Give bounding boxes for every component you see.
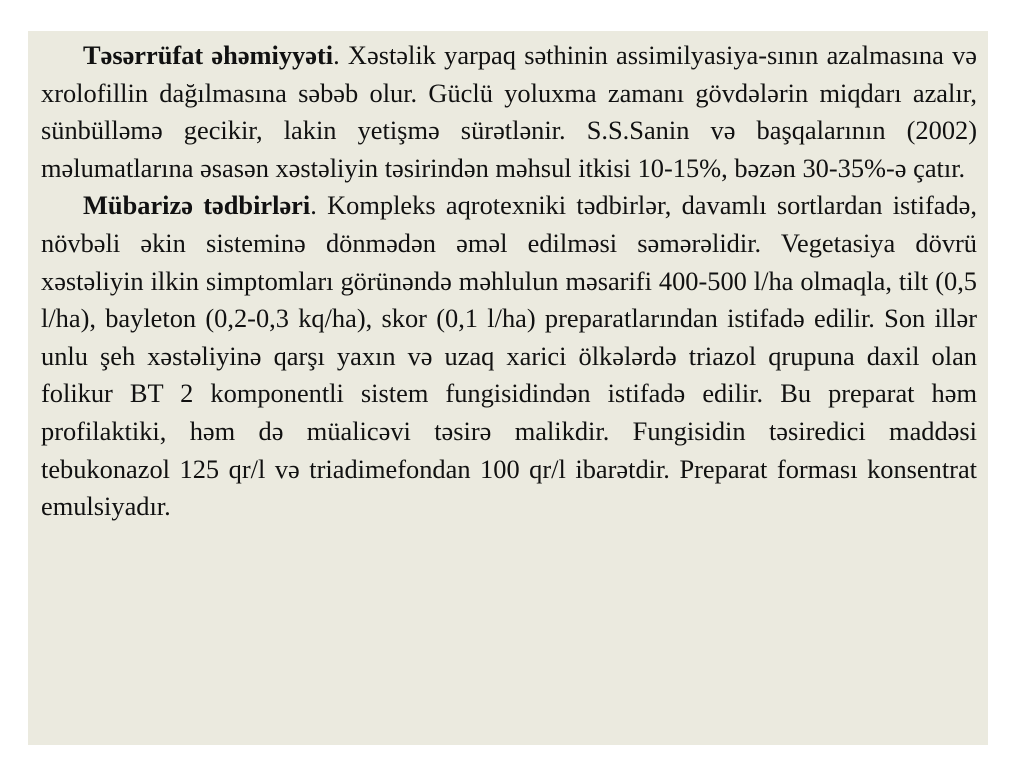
paragraph-body: . Xəstəlik yarpaq səthinin assimilyasiya-sının azalmasına və xrolofillin dağılmasına səbəb olur. Güclü yoluxma zamanı gövdələrin miqdarı azalır, sünbülləmə gecikir, lakin yetişmə sürətlənir. S.S.Sanin və başqalarının (2002) məlumatlarına əsasən xəstəliyin təsirindən məhsul itkisi 10-15%, bəzən 30-35%-ə çatır. [41,40,977,183]
document-page [28,31,988,745]
paragraph-economic-importance [41,37,977,187]
paragraph-control-measures [41,187,977,525]
paragraph-heading: Mübarizə tədbirləri [83,190,311,221]
paragraph-heading: Təsərrüfat əhəmiyyəti [83,40,334,70]
paragraph-body: . Kompleks aqrotexniki tədbirlər, davamlı sortlardan istifadə, növbəli əkin sisteminə dönmədən əməl edilməsi səmərəlidir. Vegetasiya dövrü xəstəliyin ilkin simptomları görünəndə məhlulun məsarifi 400-500 l/ha olmaqla, tilt (0,5 l/ha), bayleton (0,2-0,3 kq/ha), skor (0,1 l/ha) preparatlarından istifadə edilir. Son illər unlu şeh xəstəliyinə qarşı yaxın və uzaq xarici ölkələrdə triazol qrupuna daxil olan folikur BT 2 komponentli sistem fungisidindən istifadə edilir. Bu preparat həm profilaktiki, həm də müalicəvi təsirə malikdir. Fungisidin təsiredici maddəsi tebukonazol 125 qr/l və triadimefondan 100 qr/l ibarətdir. Preparat forması konsentrat emulsiyadır. [41,190,977,522]
